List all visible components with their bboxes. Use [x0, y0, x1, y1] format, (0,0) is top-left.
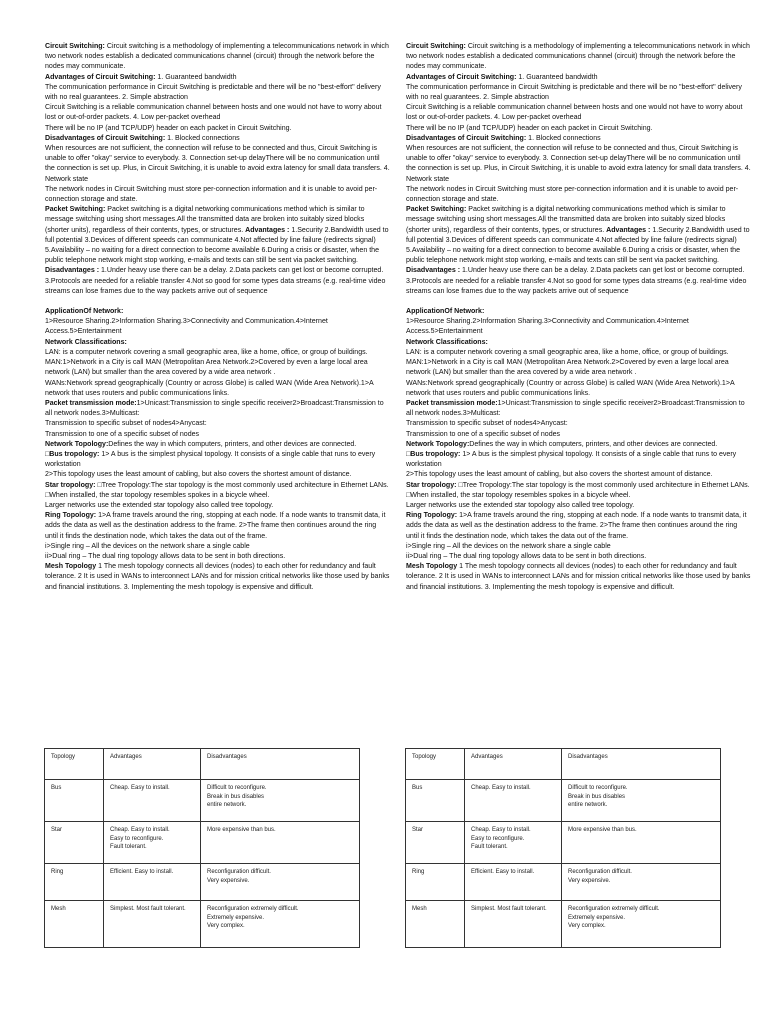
- notes-column-left: [45, 42, 390, 593]
- section-heading: Mesh Topology: [406, 563, 458, 571]
- cell-line: Break in bus disables: [207, 793, 265, 800]
- advantages-cell: [465, 864, 562, 901]
- section-heading: Network Classifications:: [406, 338, 488, 346]
- paragraph: [45, 399, 390, 419]
- paragraph-text: Circuit switching is a methodology of implementing a telecommunications network in which two network nodes establish a dedicated communications channel (circuit) through the network before the nodes may communicate.: [45, 43, 389, 71]
- paragraph: [406, 440, 751, 450]
- advantages-cell: [465, 901, 562, 948]
- cell-line: Fault tolerant.: [471, 844, 508, 850]
- disadvantages-cell: [562, 780, 721, 822]
- paragraph: [45, 358, 390, 378]
- paragraph: [45, 307, 390, 317]
- section-heading: Packet Switching:: [45, 206, 106, 214]
- section-heading: ApplicationOf Network:: [45, 308, 124, 316]
- paragraph: [45, 481, 390, 491]
- cell-line: More expensive than bus.: [207, 827, 276, 833]
- disadvantages-cell: [201, 864, 360, 901]
- paragraph: [45, 450, 390, 470]
- paragraph-text: Larger networks use the extended star topology also called tree topology.: [45, 501, 274, 509]
- cell-line: Reconfiguration extremely difficult.: [568, 906, 660, 912]
- table-header-row: [45, 749, 360, 780]
- paragraph-text: 1> A bus is the simplest physical topology. It consists of a single cable that runs to every workstation: [45, 450, 376, 469]
- disadvantages-cell: [562, 864, 721, 901]
- section-heading: Network Topology:: [406, 440, 470, 448]
- section-heading: Disadvantages of Circuit Switching:: [406, 134, 527, 142]
- paragraph: [45, 501, 390, 511]
- paragraph: [45, 73, 390, 83]
- paragraph: [45, 185, 390, 205]
- paragraph-text: Defines the way in which computers, printers, and other devices are connected.: [108, 440, 357, 448]
- paragraph-text: 1.Under heavy use there can be a delay. 2.Data packets can get lost or become corrupted. 3.Protocols are needed for a reliable transfer 4.Not so good for some types data streams (e.g. real-time video streams can lose frames due to the way packets arrive out of sequence: [45, 267, 386, 295]
- paragraph-text: Packet switching is a digital networking communications method which is similar to message switching using short messages.All the transmitted data are broken into suitably sized blocks (shorter units), regardless of their contents, types, or structures.: [45, 206, 365, 234]
- paragraph-text: 1>A frame travels around the ring, stopping at each node. If a node wants to transmit data, it adds the data as well as the destination address to the frame. 2>The frame then continues around the ring until it finds the destination node, which takes the data out of the frame.: [406, 512, 747, 540]
- paragraph-text: The network nodes in Circuit Switching must store per-connection information and it is unable to avoid per-connection storage and state.: [45, 185, 378, 204]
- paragraph-text: There will be no IP (and TCP/UDP) header on each packet in Circuit Switching.: [406, 124, 653, 132]
- disadvantages-cell: [201, 901, 360, 948]
- table-header-cell: Topology: [406, 749, 465, 780]
- paragraph-text: 1. Blocked connections: [165, 134, 240, 142]
- paragraph: [406, 491, 751, 501]
- section-heading: Circuit Switching:: [45, 43, 105, 50]
- cell-line: entire network.: [207, 802, 247, 808]
- disadvantages-cell: [562, 901, 721, 948]
- paragraph-text: ii>Dual ring – The dual ring topology allows data to be sent in both directions.: [406, 552, 647, 560]
- section-heading: Advantages :: [245, 226, 290, 234]
- topology-name-cell: Mesh: [45, 901, 104, 948]
- paragraph: [406, 552, 751, 562]
- cell-line: Cheap. Easy to install.: [471, 785, 531, 791]
- paragraph: [406, 124, 751, 134]
- cell-line: More expensive than bus.: [568, 827, 637, 833]
- paragraph: [45, 348, 390, 358]
- paragraph: [406, 419, 751, 429]
- paragraph: [406, 134, 751, 144]
- paragraph-text: 1>Unicast:Transmission to single specific receiver2>Broadcast:Transmission to all network nodes.3>Multicast:: [45, 399, 384, 418]
- section-heading: Circuit Switching:: [406, 43, 466, 50]
- paragraph-text: 1>A frame travels around the ring, stopping at each node. If a node wants to transmit data, it adds the data as well as the destination address to the frame. 2>The frame then continues around the ring until it finds the destination node, which takes the data out of the frame.: [45, 512, 386, 540]
- paragraph-text: WANs:Network spread geographically (Country or across Globe) is called WAN (Wide Area Network).1>A network that uses routers and public communications links.: [406, 379, 735, 397]
- section-heading: Bus tropology:: [49, 450, 100, 458]
- paragraph-gap: [406, 297, 751, 307]
- advantages-cell: [104, 780, 201, 822]
- table-row: [45, 901, 360, 948]
- paragraph: [406, 73, 751, 83]
- paragraph-text: 1. Guaranteed bandwidth: [516, 73, 598, 81]
- disadvantages-cell: [201, 822, 360, 864]
- paragraph-text: Circuit Switching is a reliable communication channel between hosts and one would not have to worry about lost or out-of-order packets. 4. Low per-packet overhead: [45, 104, 382, 122]
- bullet-box-icon: □: [406, 450, 411, 458]
- notes-column-right: [406, 42, 751, 593]
- paragraph-text: □Tree Tropology:The star topology is the most commonly used architecture in Ethernet LANs.: [456, 481, 750, 489]
- topology-name-cell: Ring: [45, 864, 104, 901]
- table-row: [406, 864, 721, 901]
- section-heading: Ring Topology:: [45, 512, 97, 520]
- cell-line: Extremely expensive.: [568, 914, 626, 921]
- section-heading: Network Classifications:: [45, 338, 127, 346]
- paragraph-text: Transmission to one of a specific subset of nodes: [45, 430, 200, 438]
- advantages-cell: [104, 822, 201, 864]
- paragraph: [45, 542, 390, 552]
- advantages-cell: [104, 901, 201, 948]
- paragraph: [45, 266, 390, 297]
- paragraph-text: 1. Guaranteed bandwidth: [155, 73, 237, 81]
- paragraph-text: The communication performance in Circuit Switching is predictable and there will be no "best-effort" delivery with no real guarantees. 2. Simple abstraction: [45, 83, 381, 102]
- table-row: [406, 780, 721, 822]
- paragraph: [406, 317, 751, 337]
- advantages-cell: [104, 864, 201, 901]
- paragraph-text: MAN:1>Network in a City is call MAN (Metropolitan Area Network.2>Covered by even a large local area network (LAN) but smaller than the area covered by a wide area network .: [45, 359, 368, 377]
- paragraph: [45, 103, 390, 123]
- cell-line: Reconfiguration extremely difficult.: [207, 906, 299, 912]
- topology-table-left: [44, 748, 360, 948]
- section-heading: Disadvantages of Circuit Switching:: [45, 134, 166, 142]
- cell-line: Very complex.: [568, 923, 606, 929]
- paragraph-text: LAN: is a computer network covering a small geographic area, like a home, office, or group of buildings.: [406, 348, 729, 356]
- disadvantages-cell: [201, 780, 360, 822]
- cell-line: Efficient. Easy to install.: [110, 869, 174, 875]
- paragraph: [45, 552, 390, 562]
- paragraph: [406, 348, 751, 358]
- paragraph: [45, 511, 390, 542]
- cell-line: Efficient. Easy to install.: [471, 869, 535, 875]
- bullet-box-icon: □: [45, 450, 50, 458]
- paragraph-text: 1 The mesh topology connects all devices (nodes) to each other for redundancy and fault tolerance. 2 It is used in WANs to interconnect LANs and for mission critical networks like those used by banks and financial institutions. 3. Implementing the mesh topology is expensive and difficult.: [406, 563, 751, 591]
- paragraph-gap: [45, 297, 390, 307]
- paragraph-text: The network nodes in Circuit Switching must store per-connection information and it is unable to avoid per-connection storage and state.: [406, 185, 739, 204]
- paragraph: [45, 440, 390, 450]
- table-row: [45, 822, 360, 864]
- table-row: [406, 901, 721, 948]
- cell-line: Cheap. Easy to install.: [110, 785, 170, 791]
- cell-line: Cheap. Easy to install.: [110, 827, 170, 833]
- paragraph-text: 1.Security 2.Bandwidth used to full potential 3.Devices of different speeds can communicate 4.Not affected by line failure (redirects signal) 5.Availability – no waiting for a direct connection to become available 6.During a crisis or disaster, when the public telephone network might stop working, e-mails and texts can still be sent via packet switching.: [45, 226, 389, 265]
- paragraph: [45, 379, 390, 399]
- paragraph: [406, 307, 751, 317]
- topology-name-cell: Ring: [406, 864, 465, 901]
- paragraph-text: 2>This topology uses the least amount of cabling, but also covers the shortest amount of distance.: [406, 471, 713, 479]
- paragraph: [45, 134, 390, 144]
- paragraph-text: 1.Security 2.Bandwidth used to full potential 3.Devices of different speeds can communicate 4.Not affected by line failure (redirects signal) 5.Availability – no waiting for a direct connection to become available 6.During a crisis or disaster, when the public telephone network might stop working, e-mails and texts can still be sent via packet switching.: [406, 226, 750, 265]
- paragraph: [406, 562, 751, 593]
- section-heading: ApplicationOf Network:: [406, 308, 485, 316]
- paragraph-text: 1>Resource Sharing.2>Information Sharing.3>Connectivity and Communication.4>Internet Access.5>Entertainment: [45, 318, 328, 336]
- topology-table-right: [405, 748, 721, 948]
- paragraph: [45, 205, 390, 266]
- cell-line: Very complex.: [207, 923, 245, 929]
- paragraph-text: 1.Under heavy use there can be a delay. 2.Data packets can get lost or become corrupted. 3.Protocols are needed for a reliable transfer 4.Not so good for some types data streams (e.g. real-time video streams can lose frames due to the way packets arrive out of sequence: [406, 267, 747, 295]
- paragraph-text: WANs:Network spread geographically (Country or across Globe) is called WAN (Wide Area Network).1>A network that uses routers and public communications links.: [45, 379, 374, 397]
- paragraph: [45, 470, 390, 480]
- paragraph: [45, 144, 390, 185]
- paragraph: [406, 103, 751, 123]
- section-heading: Advantages of Circuit Switching:: [45, 73, 156, 81]
- paragraph-text: □Tree Tropology:The star topology is the most commonly used architecture in Ethernet LANs.: [95, 481, 389, 489]
- paragraph: [406, 338, 751, 348]
- paragraph-text: LAN: is a computer network covering a small geographic area, like a home, office, or group of buildings.: [45, 348, 368, 356]
- paragraph: [406, 379, 751, 399]
- paragraph: [45, 430, 390, 440]
- paragraph: [45, 83, 390, 103]
- paragraph: [45, 124, 390, 134]
- paragraph: [406, 511, 751, 542]
- paragraph-text: □When installed, the star topology resembles spokes in a bicycle wheel.: [406, 491, 631, 499]
- disadvantages-cell: [562, 822, 721, 864]
- advantages-cell: [465, 822, 562, 864]
- cell-line: Extremely expensive.: [207, 914, 265, 921]
- paragraph-text: 1>Unicast:Transmission to single specific receiver2>Broadcast:Transmission to all network nodes.3>Multicast:: [406, 399, 745, 418]
- paragraph: [45, 419, 390, 429]
- cell-line: Very expensive.: [207, 877, 250, 884]
- cell-line: Difficult to reconfigure.: [207, 785, 267, 791]
- table-row: [45, 864, 360, 901]
- section-heading: Packet transmission mode:: [406, 399, 498, 407]
- paragraph: [406, 542, 751, 552]
- paragraph-text: Circuit switching is a methodology of implementing a telecommunications network in which two network nodes establish a dedicated communications channel (circuit) through the network before the nodes may communicate.: [406, 43, 750, 71]
- paragraph: [406, 266, 751, 297]
- table-header-row: [406, 749, 721, 780]
- topology-name-cell: Mesh: [406, 901, 465, 948]
- section-heading: Bus tropology:: [410, 450, 461, 458]
- paragraph: [406, 185, 751, 205]
- paragraph-text: 2>This topology uses the least amount of cabling, but also covers the shortest amount of distance.: [45, 471, 352, 479]
- paragraph-text: When resources are not sufficient, the connection will refuse to be connected and thus, Circuit Switching is unable to offer "okay" service to everybody. 3. Connection set-up delayThere will be no communication until the connection is set up. Plus, in Circuit Switching, it is unable to avoid extra latency for small data transfers. 4. Network state: [406, 145, 751, 183]
- table-header-cell: Disadvantages: [562, 749, 721, 780]
- paragraph: [406, 358, 751, 378]
- paragraph-text: There will be no IP (and TCP/UDP) header on each packet in Circuit Switching.: [45, 124, 292, 132]
- paragraph: [45, 317, 390, 337]
- paragraph-text: Defines the way in which computers, printers, and other devices are connected.: [469, 440, 718, 448]
- paragraph-text: 1>Resource Sharing.2>Information Sharing.3>Connectivity and Communication.4>Internet Access.5>Entertainment: [406, 318, 689, 336]
- table-row: [406, 822, 721, 864]
- topology-name-cell: Star: [45, 822, 104, 864]
- paragraph-text: Circuit Switching is a reliable communication channel between hosts and one would not have to worry about lost or out-of-order packets. 4. Low per-packet overhead: [406, 104, 743, 122]
- topology-name-cell: Star: [406, 822, 465, 864]
- cell-line: Easy to reconfigure.: [471, 835, 525, 842]
- cell-line: Fault tolerant.: [110, 844, 147, 850]
- paragraph: [406, 470, 751, 480]
- cell-line: Break in bus disables: [568, 793, 626, 800]
- paragraph: [406, 450, 751, 470]
- section-heading: Advantages of Circuit Switching:: [406, 73, 517, 81]
- cell-line: Reconfiguration difficult.: [207, 869, 271, 875]
- section-heading: Star tropology:: [406, 481, 457, 489]
- cell-line: Very expensive.: [568, 877, 611, 884]
- cell-line: Simplest. Most fault tolerant.: [471, 906, 547, 912]
- cell-line: Difficult to reconfigure.: [568, 785, 628, 791]
- table-row: [45, 780, 360, 822]
- paragraph-text: □When installed, the star topology resembles spokes in a bicycle wheel.: [45, 491, 270, 499]
- cell-line: Cheap. Easy to install.: [471, 827, 531, 833]
- cell-line: entire network.: [568, 802, 608, 808]
- paragraph-text: Transmission to specific subset of nodes4>Anycast:: [45, 420, 207, 428]
- paragraph: [406, 501, 751, 511]
- section-heading: Advantages :: [606, 226, 651, 234]
- topology-name-cell: Bus: [406, 780, 465, 822]
- table-header-cell: Advantages: [465, 749, 562, 780]
- paragraph: [45, 562, 390, 593]
- paragraph-text: Transmission to specific subset of nodes4>Anycast:: [406, 420, 568, 428]
- table-header-cell: Topology: [45, 749, 104, 780]
- section-heading: Star tropology:: [45, 481, 96, 489]
- paragraph: [406, 430, 751, 440]
- paragraph-text: Transmission to one of a specific subset of nodes: [406, 430, 561, 438]
- cell-line: Reconfiguration difficult.: [568, 869, 632, 875]
- paragraph-text: 1. Blocked connections: [526, 134, 601, 142]
- advantages-cell: [465, 780, 562, 822]
- paragraph: [45, 42, 390, 73]
- section-heading: Disadvantages :: [45, 267, 100, 275]
- paragraph-text: Packet switching is a digital networking communications method which is similar to message switching using short messages.All the transmitted data are broken into suitably sized blocks (shorter units), regardless of their contents, types, or structures.: [406, 206, 726, 234]
- section-heading: Mesh Topology: [45, 563, 97, 571]
- cell-line: Easy to reconfigure.: [110, 835, 164, 842]
- paragraph: [406, 205, 751, 266]
- paragraph-text: 1> A bus is the simplest physical topology. It consists of a single cable that runs to every workstation: [406, 450, 737, 469]
- section-heading: Disadvantages :: [406, 267, 461, 275]
- topology-name-cell: Bus: [45, 780, 104, 822]
- section-heading: Ring Topology:: [406, 512, 458, 520]
- section-heading: Network Topology:: [45, 440, 109, 448]
- paragraph-text: Larger networks use the extended star topology also called tree topology.: [406, 501, 635, 509]
- paragraph: [406, 83, 751, 103]
- paragraph-text: i>Single ring – All the devices on the network share a single cable: [406, 542, 611, 550]
- paragraph-text: The communication performance in Circuit Switching is predictable and there will be no "best-effort" delivery with no real guarantees. 2. Simple abstraction: [406, 83, 742, 102]
- paragraph: [406, 399, 751, 419]
- section-heading: Packet Switching:: [406, 206, 467, 214]
- cell-line: Simplest. Most fault tolerant.: [110, 906, 186, 912]
- paragraph-text: MAN:1>Network in a City is call MAN (Metropolitan Area Network.2>Covered by even a large local area network (LAN) but smaller than the area covered by a wide area network .: [406, 359, 729, 377]
- table-header-cell: Disadvantages: [201, 749, 360, 780]
- paragraph-text: ii>Dual ring – The dual ring topology allows data to be sent in both directions.: [45, 552, 286, 560]
- paragraph-text: 1 The mesh topology connects all devices (nodes) to each other for redundancy and fault tolerance. 2 It is used in WANs to interconnect LANs and for mission critical networks like those used by banks and financial institutions. 3. Implementing the mesh topology is expensive and difficult.: [45, 563, 390, 591]
- section-heading: Packet transmission mode:: [45, 399, 137, 407]
- paragraph-text: i>Single ring – All the devices on the network share a single cable: [45, 542, 250, 550]
- paragraph: [406, 481, 751, 491]
- paragraph: [406, 42, 751, 73]
- paragraph: [406, 144, 751, 185]
- paragraph: [45, 491, 390, 501]
- paragraph-text: When resources are not sufficient, the connection will refuse to be connected and thus, Circuit Switching is unable to offer "okay" service to everybody. 3. Connection set-up delayThere will be no communication until the connection is set up. Plus, in Circuit Switching, it is unable to avoid extra latency for small data transfers. 4. Network state: [45, 145, 390, 183]
- paragraph: [45, 338, 390, 348]
- table-header-cell: Advantages: [104, 749, 201, 780]
